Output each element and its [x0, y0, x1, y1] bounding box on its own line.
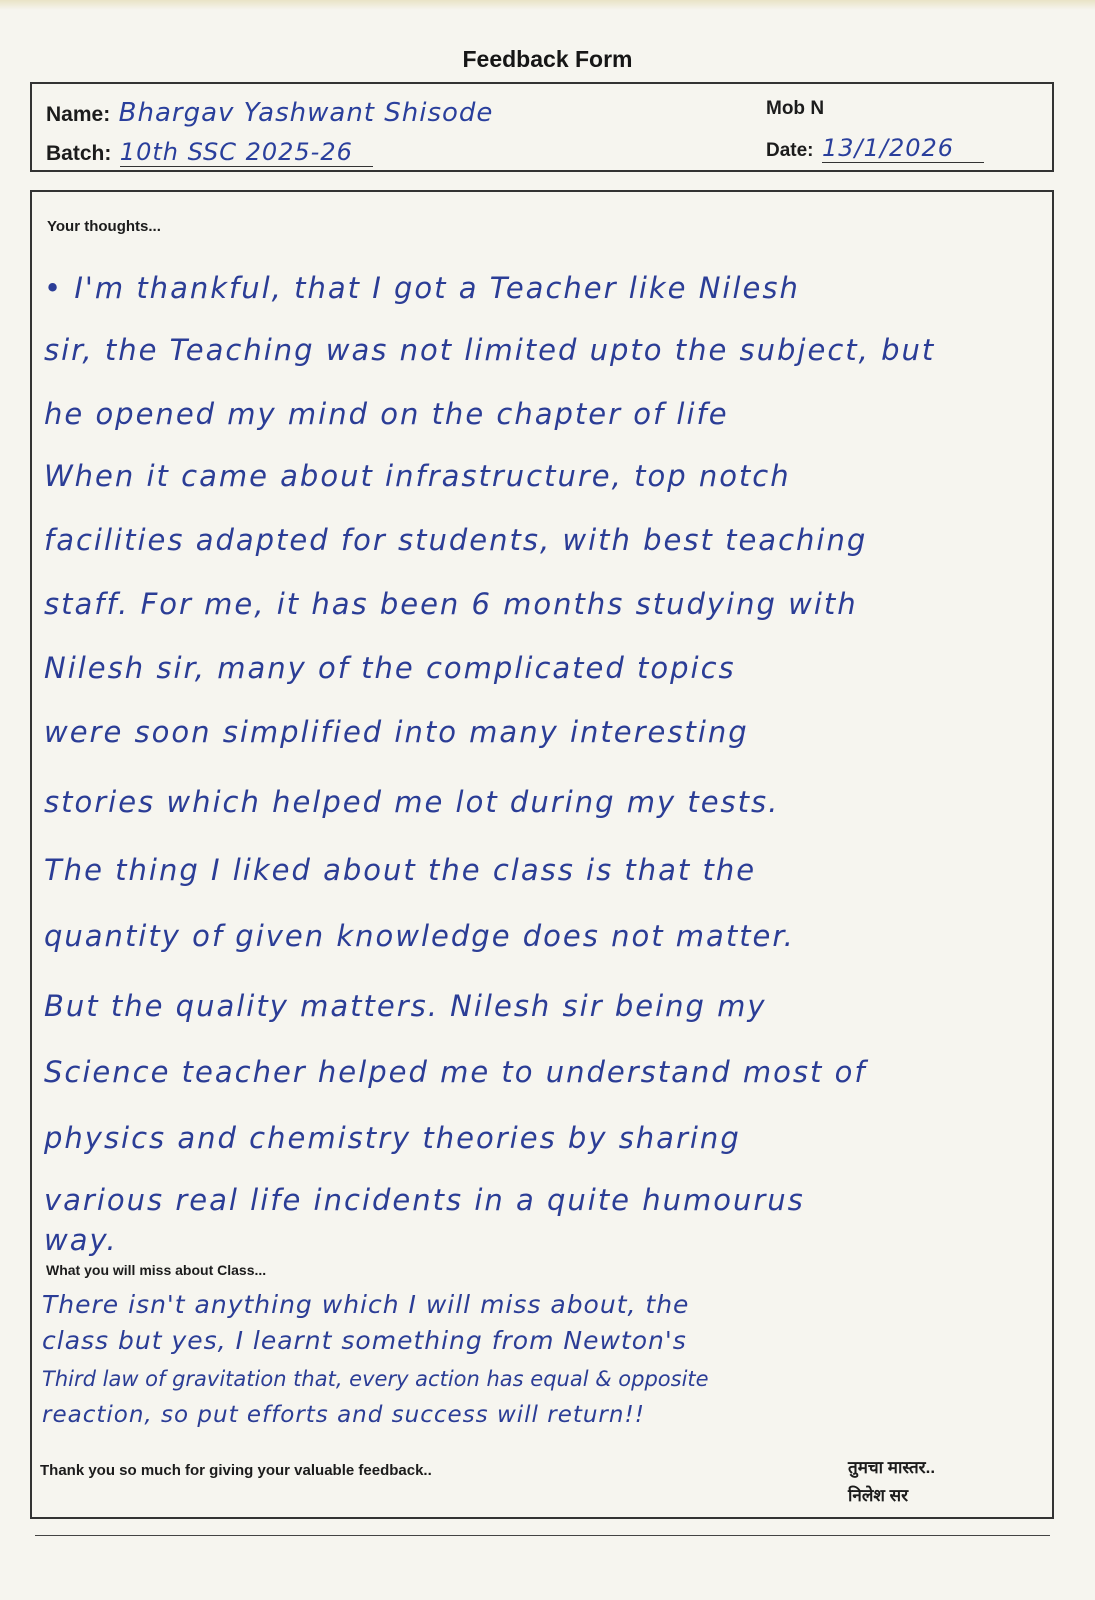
- batch-value: 10th SSC 2025-26: [120, 138, 373, 167]
- feedback-body: [30, 190, 1054, 1519]
- form-header: [30, 82, 1054, 172]
- name-label: Name:: [46, 103, 111, 126]
- thoughts-line: various real life incidents in a quite humourus: [44, 1183, 805, 1217]
- name-value: Bhargav Yashwant Shisode: [118, 98, 494, 128]
- thoughts-line: he opened my mind on the chapter of life: [44, 397, 729, 431]
- thoughts-line: Nilesh sir, many of the complicated topics: [44, 651, 736, 685]
- miss-line: Third law of gravitation that, every action has equal & opposite: [42, 1367, 709, 1391]
- thoughts-line: Science teacher helped me to understand most of: [44, 1055, 867, 1089]
- thoughts-line: facilities adapted for students, with best teaching: [44, 523, 868, 557]
- thoughts-line: stories which helped me lot during my tests.: [44, 785, 780, 819]
- thoughts-line: way.: [44, 1223, 118, 1257]
- name-field: [46, 98, 493, 128]
- page-top-edge: [0, 0, 1095, 10]
- thoughts-label: Your thoughts...: [47, 218, 161, 235]
- miss-line: reaction, so put efforts and success will return!!: [42, 1402, 645, 1428]
- thoughts-line: When it came about infrastructure, top notch: [44, 459, 791, 493]
- bottom-rule: [35, 1535, 1050, 1536]
- thoughts-line: physics and chemistry theories by sharing: [44, 1121, 741, 1155]
- batch-label: Batch:: [46, 142, 112, 165]
- signoff: [848, 1454, 935, 1510]
- thoughts-line: But the quality matters. Nilesh sir being my: [44, 989, 767, 1023]
- miss-line: There isn't anything which I will miss about, the: [42, 1290, 690, 1319]
- signoff-line: तुमचा मास्तर..: [848, 1458, 936, 1477]
- thoughts-line: sir, the Teaching was not limited upto the subject, but: [44, 333, 936, 367]
- thoughts-line: were soon simplified into many interesting: [44, 715, 749, 749]
- date-value: 13/1/2026: [822, 134, 984, 163]
- thoughts-line: quantity of given knowledge does not matter.: [44, 919, 795, 953]
- signoff-line: निलेश सर: [848, 1486, 909, 1505]
- date-label: Date:: [766, 140, 814, 161]
- miss-line: class but yes, I learnt something from Newton's: [42, 1326, 687, 1355]
- batch-field: [46, 138, 373, 166]
- mob-label: Mob N: [766, 98, 825, 119]
- form-title: Feedback Form: [462, 46, 633, 72]
- miss-label: What you will miss about Class...: [46, 1262, 267, 1278]
- mob-field: [766, 98, 824, 120]
- date-field: [766, 134, 984, 162]
- thoughts-line: The thing I liked about the class is that the: [44, 853, 757, 887]
- thoughts-line: • I'm thankful, that I got a Teacher like Nilesh: [44, 271, 800, 305]
- thanks-text: Thank you so much for giving your valuable feedback..: [40, 1462, 432, 1479]
- thoughts-line: staff. For me, it has been 6 months studying with: [44, 587, 858, 621]
